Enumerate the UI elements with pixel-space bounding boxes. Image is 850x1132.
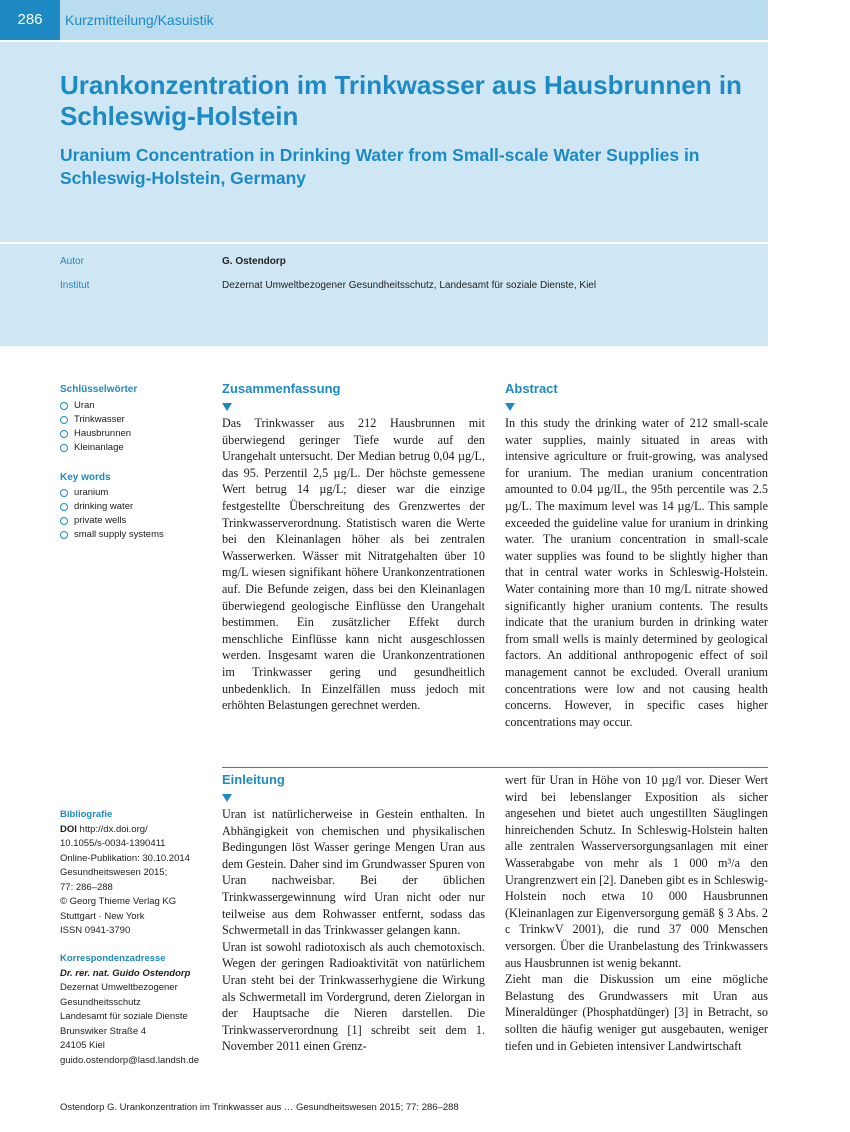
title-german: Urankonzentration im Trinkwasser aus Hausbrunnen in Schleswig-Holstein (60, 70, 742, 131)
bibliography-heading: Bibliografie (60, 809, 113, 820)
doi-link[interactable]: http://dx.doi.org/ (79, 823, 148, 835)
bullet-icon (60, 503, 68, 511)
triangle-down-icon (222, 794, 232, 802)
address-line: Dezernat Umweltbezogener (60, 982, 178, 993)
bib-line: Online-Publikation: 30.10.2014 (60, 852, 190, 864)
doi-label: DOI (60, 823, 77, 835)
bib-line: ISSN 0941-3790 (60, 925, 131, 936)
section-divider (222, 767, 768, 768)
email-link[interactable]: guido.ostendorp@lasd.landsh.de (60, 1054, 200, 1066)
bibliography (60, 808, 220, 939)
meta-panel (0, 244, 768, 346)
paragraph: Uran ist natürlicherweise in Gestein enthalten. In Abhängigkeit von chemischen und physikalischen Bedingungen löst Wasser geringe Mengen Uran aus dem Gestein. Daher sind im Grundwasser Spuren von Uran nachweisbar. Bei der üblichen Trinkwassergewinnung wird Uran nicht oder nur teilweise aus dem Rohwasser entfernt, sodass das Schwermetall in das Trinkwasser gelangen kann. (222, 807, 485, 938)
abstract-heading: Abstract (505, 381, 558, 396)
bib-line: Stuttgart · New York (60, 910, 145, 922)
keyword-item: Hausbrunnen (60, 427, 131, 441)
bib-line: © Georg Thieme Verlag KG (60, 896, 177, 907)
paragraph: Uran ist sowohl radiotoxisch als auch chemotoxisch. Wegen der geringen Radioaktivität von natürlichem Uran steht bei der Trinkwasserhygiene die Wirkung als Schwermetall im Vordergrund, deren Zielorgan in der Hauptsache die Nieren darstellen. Die Trinkwasserverordnung [1] schreibt seit dem 1. November 2011 einen Grenz- (222, 939, 485, 1054)
correspondence-name: Dr. rer. nat. Guido Ostendorp (60, 967, 191, 979)
bib-line: 77: 286–288 (60, 881, 113, 893)
abstract-text: In this study the drinking water of 212 small-scale water supplies, mainly situated in areas with intensive agriculture or fruit-growing, was analysed for uranium. The median uranium concentration amounted to 0.04 µg/lL, the 95th percentile was 2.5 µg/L. The maximum level was 14 µg/L. This sample exceeded the guideline value for uranium in drinking water. The uranium concentration in small-scale water supplies was found to be slightly higher than that in central water works in Schleswig-Holstein. Water containing more than 10 mg/L nitrate showed significantly higher uranium contents. The results indicate that the uranium burden in drinking water from small wells is mainly determined by geological factors. An additional anthropogenic effect of soil management cannot be excluded. Overall uranium concentrations were low and not causing health concerns. However, in specific cases higher concentrations may occur. (505, 416, 768, 729)
keywords-de-heading: Schlüsselwörter (60, 384, 138, 395)
address-line: Gesundheitsschutz (60, 996, 141, 1008)
bib-line: 10.1055/s-0034-1390411 (60, 838, 166, 849)
author-label: Autor (60, 256, 84, 267)
title-english: Uranium Concentration in Drinking Water from Small-scale Water Supplies in Schleswig-Holstein, Germany (60, 145, 700, 188)
institute-label: Institut (60, 280, 90, 291)
triangle-down-icon (505, 403, 515, 411)
keywords-en-heading: Key words (60, 472, 111, 483)
einleitung-heading: Einleitung (222, 772, 285, 787)
page-number: 286 (0, 0, 60, 40)
address-line: 24105 Kiel (60, 1040, 105, 1051)
keywords-en-list (60, 486, 164, 542)
keyword-item: uranium (60, 486, 164, 500)
address-line: Brunswiker Straße 4 (60, 1025, 147, 1037)
einleitung-text-left (222, 806, 485, 1055)
keyword-item: small supply systems (60, 528, 164, 542)
keyword-item: Uran (60, 399, 131, 413)
author-name: G. Ostendorp (222, 256, 286, 267)
bullet-icon (60, 444, 68, 452)
keyword-item: Trinkwasser (60, 413, 131, 427)
keyword-item: drinking water (60, 500, 164, 514)
zusammenfassung-heading: Zusammenfassung (222, 381, 341, 396)
page-footer: Ostendorp G. Urankonzentration im Trinkwasser aus … Gesundheitswesen 2015; 77: 286–288 (60, 1102, 459, 1113)
triangle-down-icon (222, 403, 232, 411)
correspondence (60, 952, 220, 1068)
institute-name: Dezernat Umweltbezogener Gesundheitsschutz, Landesamt für soziale Dienste, Kiel (222, 280, 597, 291)
paragraph: wert für Uran in Höhe von 10 µg/l vor. Dieser Wert wird bei lebenslanger Exposition als sicher angesehen und bietet auch ungestillten Säuglingen hinreichenden Schutz. In Schleswig-Holstein halten alle zentralen Wasserversorgungsanlagen mit einer Wasserabgabe von mehr als 1 000 m³/a den Urangrenzwert ein [2]. Daneben gibt es in Schleswig-Holstein noch etwa 10 000 Hausbrunnen (Kleinanlagen zur Eigenversorgung gemäß § 3 Abs. 2 c TrinkwV 2001), die rund 37 000 Menschen versorgen. Über die Uranbelastung des Trinkwassers aus Hausbrunnen ist wenig bekannt. (505, 773, 768, 970)
bullet-icon (60, 489, 68, 497)
paragraph: Zieht man die Diskussion um eine mögliche Belastung des Grundwassers mit Uran aus Mineraldünger (Phosphatdünger) [3] in Betracht, so sollten die häufig weniger gut ausgebauten, weniger tiefen und in Gebieten intensiver Landwirtschaft (505, 972, 768, 1053)
keywords-de-list (60, 399, 131, 455)
einleitung-text-right (505, 772, 768, 1054)
bullet-icon (60, 517, 68, 525)
bib-line: Gesundheitswesen 2015; (60, 867, 168, 878)
bullet-icon (60, 416, 68, 424)
zusammenfassung-text: Das Trinkwasser aus 212 Hausbrunnen mit überwiegend geringer Tiefe wurde auf den Urangehalt untersucht. Der Median betrug 0,04 µg/L, das 95. Perzentil 2,5 µg/L. Der höchste gemessene Wert betrug 14 µg/L; dieser war die einzige festgestellte Überschreitung des Grenzwertes der Trinkwasserverordnung. Statistisch waren die Werte bei den Kleinanlagen höher als bei zentralen Wasserwerken. Wässer mit Nitratgehalten über 10 mg/L wiesen signifikant höhere Urankonzentrationen auf. Die Befunde zeigen, dass bei den Kleinanlagen überwiegend geologische Einflüsse den Urangehalt bestimmen. Ein zusätzlicher Effekt durch menschliche Einflüsse kann nicht ausgeschlossen werden. Insgesamt waren die Urankonzentrationen im Trinkwasser gering und gesundheitlich unbedenklich. In Einzelfällen muss jedoch mit erhöhten Belastungen gerechnet werden. (222, 416, 485, 713)
correspondence-heading: Korrespondenzadresse (60, 953, 166, 964)
bullet-icon (60, 531, 68, 539)
address-line: Landesamt für soziale Dienste (60, 1011, 188, 1022)
keyword-item: private wells (60, 514, 164, 528)
section-label: Kurzmitteilung/Kasuistik (65, 12, 214, 28)
bullet-icon (60, 402, 68, 410)
bullet-icon (60, 430, 68, 438)
keyword-item: Kleinanlage (60, 441, 131, 455)
